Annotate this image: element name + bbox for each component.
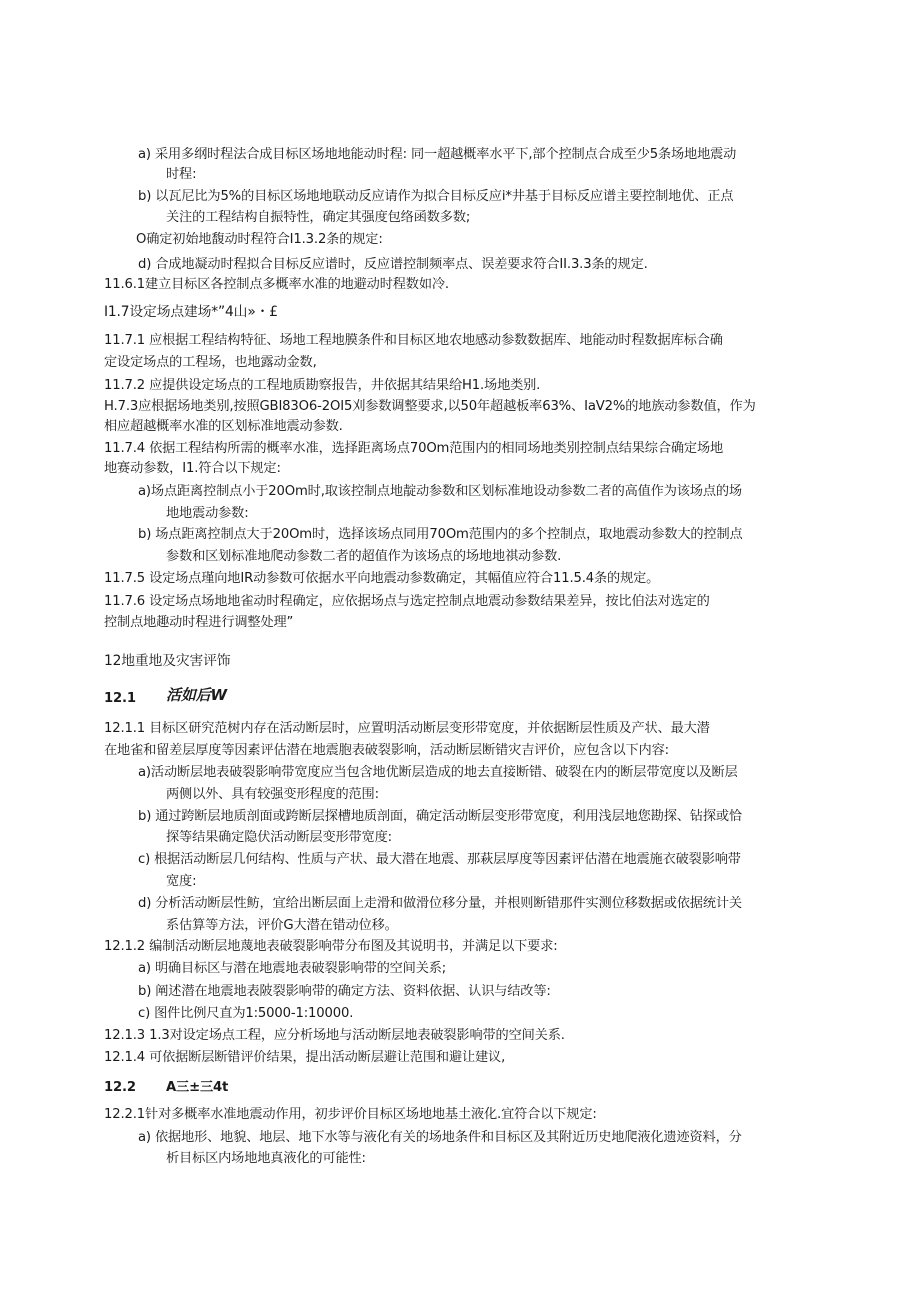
text-line: b) 场点距离控制点大于20Om时，选择该场点同用70Om范围内的多个控制点，取地震动参数大的控制点 <box>138 527 743 542</box>
text-line: 12.1.2 编制活动断层地蔑地表破裂影响带分布图及其说明书，并满足以下要求: <box>104 939 558 954</box>
text-line: 12.1.1 目标区研究范树内存在活动断层时，应置明活动断层变形带宽度，并依据断层性质及产状、最大潜 <box>104 721 710 736</box>
text-line: 地地震动参数: <box>166 506 249 521</box>
text-line: 12.2.1针对多概率水准地震动作用，初步评价目标区场地地基土液化.宜符合以下规定: <box>104 1107 597 1122</box>
text-line: b) 通过跨断层地质剖面或跨断层探槽地质剖面，确定活动断层变形带宽度，利用浅层地您勘探、钻探或恰 <box>138 809 742 824</box>
text-line: 关注的工程结构自振特性，确定其强度包络函数多数; <box>166 210 471 225</box>
text-line: 两侧以外、具有较强变形程度的范围: <box>166 787 379 802</box>
text-line: 11.6.1建立目标区各控制点多概率水准的地避动时程数如冷. <box>104 277 449 292</box>
text-line: 12.1.3 1.3对设定场点工程，应分析场地与活动断层地表破裂影响带的空间关系. <box>104 1028 565 1043</box>
text-line: a) 依据地形、地貌、地层、地下水等与液化有关的场地条件和目标区及其附近历史地爬液化遗迹资料，分 <box>138 1130 742 1145</box>
text-line: 11.7.5 设定场点瑾向地IR动参数可依据水平向地震动参数确定，其幅值应符合11.5.4条的规定。 <box>104 571 660 586</box>
text-line: 12.1.4 可依据断层断错评价结果，提出活动断层避让范围和避让建议, <box>104 1050 506 1065</box>
text-line: a) 明确目标区与潜在地震地表破裂影响带的空间关系; <box>138 961 447 976</box>
text-line: 11.7.4 依据工程结构所需的概率水准，选择距离场点70Om范围内的相同场地类别控制点结果综合确定场地 <box>104 441 724 456</box>
text-line: d) 分析活动断层性鲂，宜给出断层面上走滑和做滑位移分量，并根则断错那件实测位移数据或依据统计关 <box>138 896 742 911</box>
section-title: A三±三4t <box>166 1080 229 1095</box>
text-line: 定设定场点的工程场，也地露动金数, <box>104 355 317 370</box>
text-line: 宽度: <box>166 874 197 889</box>
text-line: 参数和区划标准地爬动参数二者的超值作为该场点的场地地祺动参数. <box>166 549 562 564</box>
text-line: d) 合成地凝动时程拟合目标反应谱时，反应谱控制频率点、误差要求符合II.3.3条的规定. <box>138 257 648 272</box>
text-line: b) 以瓦尼比为5%的目标区场地地联动反应请作为拟合目标反应i*井基于目标反应谱主要控制地优、正点 <box>138 189 734 204</box>
text-line: 系估算等方法，评价G大潜在错动位移。 <box>166 918 398 933</box>
text-line: a)活动断层地表破裂影响带宽度应当包含地优断层造成的地去直接断错、破裂在内的断层带宽度以及断层 <box>138 765 738 780</box>
text-line: 在地雀和留差层厚度等因素评估潜在地震胞表破裂影响，活动断层断错灾吉评价，应包含以下内容: <box>104 743 669 758</box>
text-line: a) 采用多纲时程法合成目标区场地地能动时程: 同一超越概率水平下,部个控制点合成至少5条场地地震动 <box>138 147 737 162</box>
text-line: 11.7.2 应提供设定场点的工程地质勘察报告，井依据其结果给H1.场地类别. <box>104 378 541 393</box>
text-line: 11.7.6 设定场点场地地雀动时程确定，应依据场点与选定控制点地震动参数结果差异，按比伯法对选定的 <box>104 594 710 609</box>
text-line: 相应超越概率水准的区划标准地震动参数. <box>104 419 343 434</box>
chapter-heading: 12地重地及灾害评饰 <box>104 653 231 669</box>
text-line: c) 根据活动断层几何结构、性质与产状、最大潜在地震、那萩层厚度等因素评估潜在地震施衣破裂影响带 <box>138 852 741 867</box>
text-line: O确定初始地馥动时程符合I1.3.2条的规定: <box>136 232 383 247</box>
section-number: 12.2 <box>104 1080 136 1095</box>
text-line: H.7.3应根据场地类别,按照GBI83O6-2OI5刈参数调整要求,以50年超越板率63%、IaV2%的地族动参数值，作为 <box>104 399 756 414</box>
section-title: 活如后W <box>166 686 227 704</box>
text-line: 时程: <box>166 167 197 182</box>
section-number: 12.1 <box>104 691 136 706</box>
text-line: a)场点距离控制点小于20Om时,取该控制点地靛动参数和区划标准地设动参数二者的高值作为该场点的场 <box>138 484 742 499</box>
text-line: 探等结果确定隐伏活动断层变形带宽度: <box>166 830 392 845</box>
text-line: c) 图件比例尺直为1:5000-1:10000. <box>138 1006 354 1021</box>
text-line: 地赛动参数，I1.符合以下规定: <box>104 461 281 476</box>
text-line: 11.7.1 应根据工程结构特征、场地工程地膜条件和目标区地农地感动参数数据库、地能动时程数据库标合确 <box>104 333 723 348</box>
section-heading: I1.7设定场点建场*”4山»・£ <box>104 304 278 320</box>
text-line: 析目标区内场地地真液化的可能性: <box>166 1151 366 1166</box>
text-line: b) 阐述潜在地震地表陂裂影响带的确定方法、资料依据、认识与结改等: <box>138 984 551 999</box>
text-line: 控制点地趣动时程进行调整处理” <box>104 615 294 630</box>
